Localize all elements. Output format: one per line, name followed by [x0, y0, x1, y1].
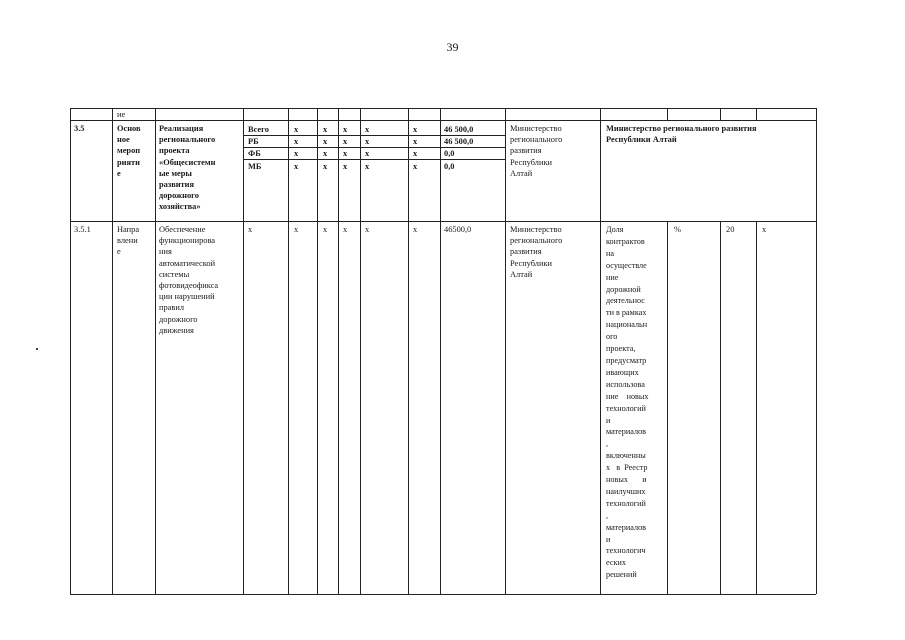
row-3-5-1-mark: х [323, 225, 328, 234]
row-3-5-1-unit: % [674, 225, 681, 234]
row-3-5-1-mark: х [343, 225, 348, 234]
row-3-5-1-amount: 46500,0 [444, 225, 472, 234]
row-3-5-1-mark: х [248, 225, 253, 234]
source-label: МБ [248, 162, 262, 171]
row-3-5-1-value: 20 [726, 225, 735, 234]
row-3-5-number: 3.5 [74, 124, 85, 133]
source-mark: х [294, 137, 299, 146]
source-mark: х [413, 149, 418, 158]
row-3-5-1-title: Обеспечение функционирова ния автоматической системы фотовидеофикса ции нарушений правил дорожного движения [159, 225, 219, 335]
source-mark: х [294, 162, 299, 171]
source-mark: х [413, 162, 418, 171]
source-mark: х [413, 125, 418, 134]
row-3-5-1-mark: х [762, 225, 767, 234]
source-mark: х [323, 162, 328, 171]
source-mark: х [323, 149, 328, 158]
source-mark: х [365, 162, 370, 171]
row-3-5-1-mark: х [365, 225, 370, 234]
source-mark: х [343, 125, 348, 134]
continued-type-cell: ие [117, 110, 126, 119]
source-mark: х [323, 125, 328, 134]
row-3-5-1-number: 3.5.1 [74, 225, 91, 234]
source-amount: 0,0 [444, 162, 455, 171]
source-mark: х [294, 125, 299, 134]
source-mark: х [365, 125, 370, 134]
source-amount: 46 500,0 [444, 137, 474, 146]
row-3-5-executor: Министерство регионального развития Республики Алтай [510, 124, 563, 178]
source-label: ФБ [248, 149, 261, 158]
row-3-5-1-mark: х [294, 225, 299, 234]
row-3-5-responsible: Министерство регионального развития Республики Алтай [606, 124, 757, 145]
row-3-5-1-type: Напра влени е [117, 225, 140, 257]
source-mark: х [343, 149, 348, 158]
source-mark: х [323, 137, 328, 146]
source-amount: 0,0 [444, 149, 455, 158]
source-mark: х [343, 137, 348, 146]
source-mark: х [343, 162, 348, 171]
row-3-5-1-executor: Министерство регионального развития Республики Алтай [510, 225, 563, 279]
source-mark: х [365, 137, 370, 146]
source-mark: х [413, 137, 418, 146]
row-3-5-1-mark: х [413, 225, 418, 234]
source-mark: х [294, 149, 299, 158]
row-3-5-type: Основ ное мероп рияти е [117, 124, 141, 178]
source-mark: х [365, 149, 370, 158]
row-3-5-1-indicator: Доля контрактов на осуществле ние дорожной деятельнос ти в рамках национальн ого проекта, предусматр ивающих использова ние новых технологий и материалов , включенны х в Реестр новых и наилучших технологий , материалов и технологич еских решений [606, 225, 649, 580]
source-label: РБ [248, 137, 259, 146]
page-number: 39 [446, 40, 459, 54]
source-label: Всего [248, 125, 269, 134]
row-3-5-title: Реализация регионального проекта «Общесистемн ые меры развития дорожного хозяйства» [159, 124, 216, 212]
source-amount: 46 500,0 [444, 125, 474, 134]
